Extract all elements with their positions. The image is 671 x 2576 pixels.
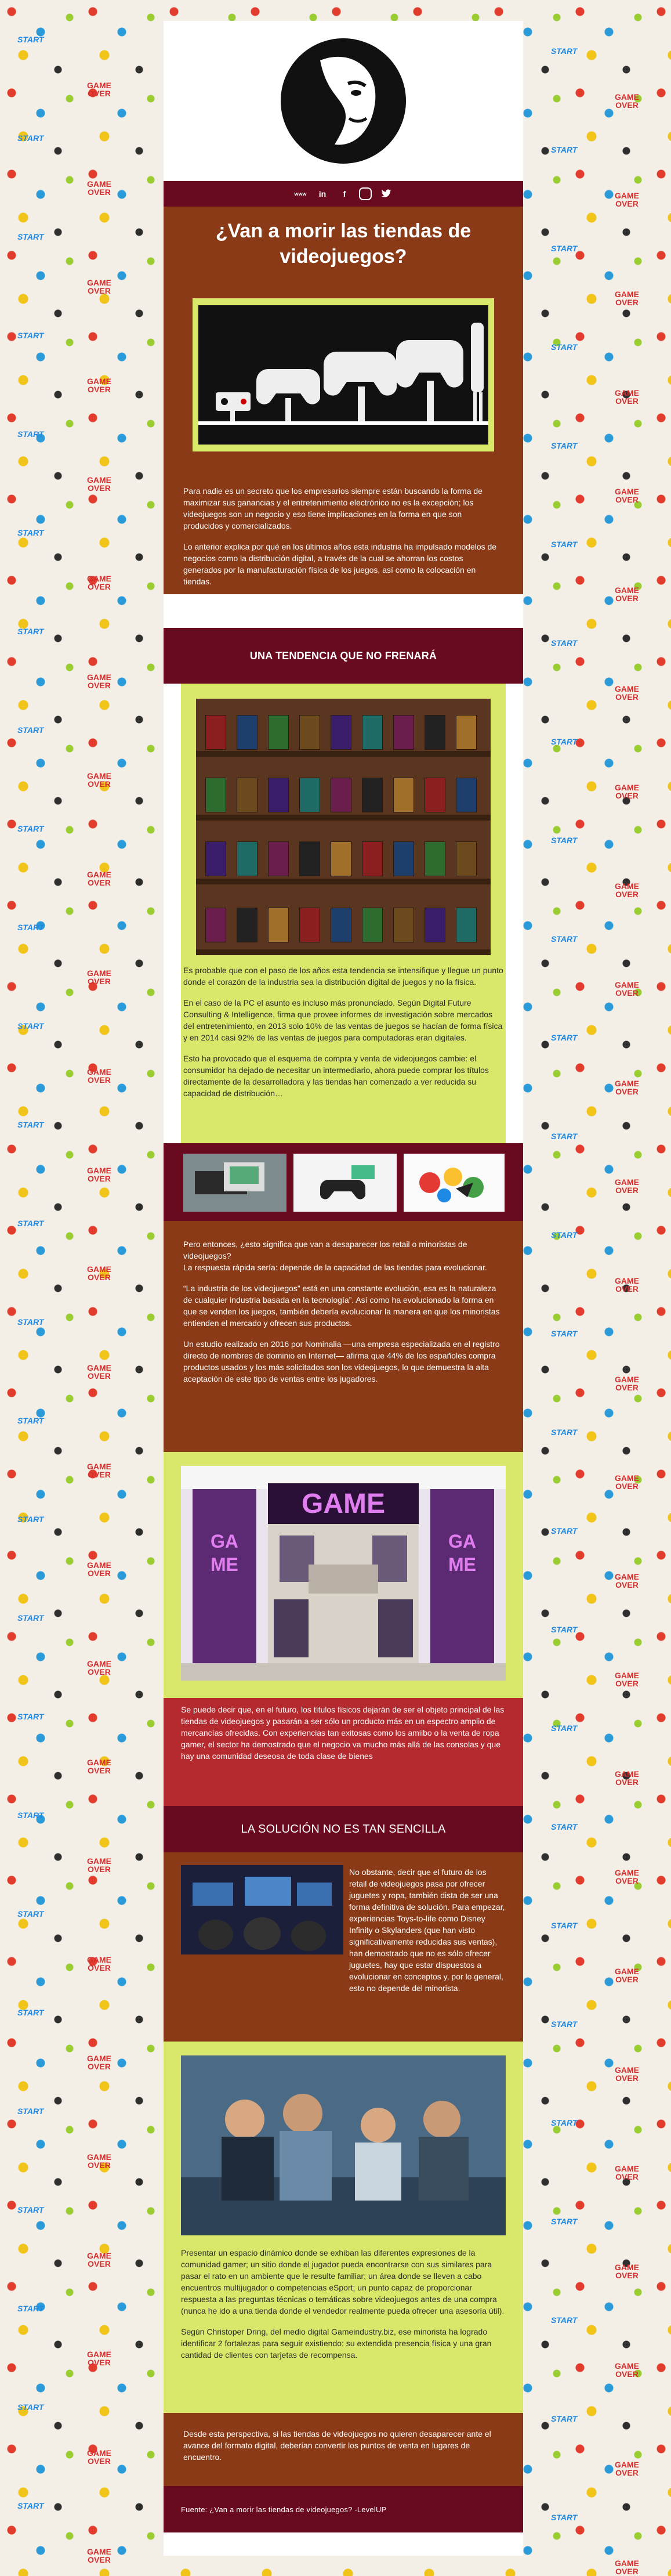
gamers-text bbox=[181, 2247, 506, 2370]
game-box bbox=[331, 908, 351, 942]
game-over-sticker: GAME OVER bbox=[87, 2448, 111, 2466]
game-over-sticker: GAME OVER bbox=[615, 2164, 639, 2181]
game-over-sticker: GAME OVER bbox=[87, 574, 111, 591]
game-over-sticker: GAME OVER bbox=[615, 1375, 639, 1392]
game-over-sticker: GAME OVER bbox=[87, 1758, 111, 1775]
controller-evolution-image bbox=[198, 305, 488, 445]
game-over-sticker: GAME OVER bbox=[615, 1572, 639, 1589]
game-box bbox=[456, 908, 477, 942]
game-box bbox=[268, 908, 289, 942]
game-over-sticker: GAME OVER bbox=[87, 1264, 111, 1282]
game-over-sticker: GAME OVER bbox=[87, 969, 111, 986]
game-over-sticker: GAME OVER bbox=[87, 1955, 111, 1972]
start-sticker: START bbox=[17, 133, 44, 143]
source-footer bbox=[164, 2486, 523, 2532]
game-over-sticker: GAME OVER bbox=[615, 586, 639, 603]
gamers-paragraph-2: Según Christoper Dring, del medio digital Gameindustry.biz, ese minorista ha logrado identificar 2 fortalezas para seguir existiendo: su extendida presencia física y una gran cantidad de clientes con tarjetas de recompensa. bbox=[181, 2327, 492, 2360]
intro-text bbox=[183, 485, 503, 597]
game-box bbox=[362, 715, 383, 750]
start-sticker: START bbox=[17, 1120, 44, 1129]
game-box bbox=[362, 778, 383, 812]
facebook-icon[interactable]: f bbox=[343, 189, 346, 198]
game-over-sticker: GAME OVER bbox=[615, 2559, 639, 2576]
game-over-sticker: GAME OVER bbox=[87, 1659, 111, 1677]
start-sticker: START bbox=[551, 2513, 578, 2522]
brand-logo bbox=[280, 37, 407, 165]
start-sticker: START bbox=[17, 824, 44, 833]
start-sticker: START bbox=[551, 342, 578, 352]
linkedin-icon[interactable]: in bbox=[318, 189, 327, 198]
game-over-sticker: GAME OVER bbox=[87, 2547, 111, 2564]
game-box bbox=[205, 778, 226, 812]
start-sticker: START bbox=[551, 2019, 578, 2029]
retail-question-text bbox=[183, 1238, 503, 1394]
retail-paragraph-2: “La industria de los videojuegos” está en una constante evolución, esa es la naturaleza de cualquier industria basada en la tecnología”. Así como ha evolucionado la forma en que se venden los juegos, también debería evolucionar la manera en que los minoristas entienden el mercado y ofrecen sus productos. bbox=[183, 1284, 500, 1328]
start-sticker: START bbox=[17, 2008, 44, 2017]
start-sticker: START bbox=[17, 331, 44, 340]
start-sticker: START bbox=[17, 1219, 44, 1228]
start-sticker: START bbox=[17, 923, 44, 932]
start-sticker: START bbox=[17, 627, 44, 636]
intro-paragraph-1: Para nadie es un secreto que los empresarios siempre están buscando la forma de maximizar sus ganancias y el entretenimiento electrónico no es la excepción; los videojuegos son un negocio y eso tiene implicaciones en la forma en que son producidos y comercializados. bbox=[183, 486, 483, 530]
closing-text: Desde esta perspectiva, si las tiendas de videojuegos no quieren desaparecer ante el avance del formato digital, deberían convertir los puntos de venta en lugares de encuentro. bbox=[183, 2429, 491, 2462]
game-box bbox=[393, 841, 414, 876]
background-pattern-left bbox=[0, 0, 164, 2556]
trend-text bbox=[183, 964, 503, 1108]
start-sticker: START bbox=[551, 1329, 578, 1338]
game-over-sticker: GAME OVER bbox=[615, 487, 639, 504]
game-box bbox=[456, 841, 477, 876]
start-sticker: START bbox=[551, 836, 578, 845]
background-pattern-right bbox=[507, 0, 671, 2556]
section-heading-trend bbox=[164, 628, 523, 684]
start-sticker: START bbox=[17, 1811, 44, 1820]
game-box bbox=[237, 908, 257, 942]
game-over-sticker: GAME OVER bbox=[87, 2054, 111, 2071]
game-box bbox=[393, 715, 414, 750]
game-over-sticker: GAME OVER bbox=[87, 179, 111, 197]
game-over-sticker: GAME OVER bbox=[615, 2460, 639, 2477]
game-over-sticker: GAME OVER bbox=[615, 1868, 639, 1885]
social-links-bar bbox=[164, 181, 523, 207]
twitter-icon[interactable] bbox=[379, 186, 394, 201]
start-sticker: START bbox=[17, 1712, 44, 1721]
game-over-sticker: GAME OVER bbox=[615, 388, 639, 406]
game-over-sticker: GAME OVER bbox=[615, 1276, 639, 1294]
game-box bbox=[299, 908, 320, 942]
game-over-sticker: GAME OVER bbox=[87, 2350, 111, 2367]
start-sticker: START bbox=[551, 2414, 578, 2423]
start-sticker: START bbox=[551, 1822, 578, 1831]
start-sticker: START bbox=[551, 46, 578, 56]
game-over-sticker: GAME OVER bbox=[615, 290, 639, 307]
section-heading-solution-text: LA SOLUCIÓN NO ES TAN SENCILLA bbox=[241, 1822, 446, 1836]
start-sticker: START bbox=[17, 1613, 44, 1623]
game-box bbox=[393, 908, 414, 942]
game-over-sticker: GAME OVER bbox=[615, 92, 639, 110]
game-box bbox=[331, 841, 351, 876]
game-over-sticker: GAME OVER bbox=[615, 1177, 639, 1195]
start-sticker: START bbox=[17, 1515, 44, 1524]
start-sticker: START bbox=[17, 1909, 44, 1919]
retail-paragraph-3: Un estudio realizado en 2016 por Nominalia —una empresa especializada en el registro directo de nombres de dominio en Internet— afirma que 44% de los españoles compra productos usados y los más solicitados son los videojuegos, lo que demuestra la alta aceptación de este tipo de ventas entre los jugadores. bbox=[183, 1339, 500, 1383]
start-sticker: START bbox=[17, 2304, 44, 2313]
game-box bbox=[425, 778, 445, 812]
game-over-sticker: GAME OVER bbox=[87, 81, 111, 98]
start-sticker: START bbox=[17, 2107, 44, 2116]
start-sticker: START bbox=[551, 441, 578, 450]
game-box bbox=[237, 778, 257, 812]
game-box bbox=[425, 908, 445, 942]
consoles-image bbox=[183, 1154, 286, 1212]
solution-side-text: No obstante, decir que el futuro de los retail de videojuegos pasa por ofrecer juguetes y ropa, también dista de ser una forma definitiva de solución. Para empezar, experiencias Toys-to-life como Disney Infinity o Skylanders (que han visto significativamente reducidas sus ventas), han demostrado que no es sólo ofrecer juguetes, hay que estar dispuestos a evolucionar en conceptos y, por lo general, esto no depende del minorista. bbox=[349, 1867, 505, 1993]
article-title: ¿Van a morir las tiendas de videojuegos? bbox=[215, 220, 471, 268]
game-box bbox=[205, 908, 226, 942]
start-sticker: START bbox=[17, 232, 44, 241]
game-over-sticker: GAME OVER bbox=[615, 2263, 639, 2280]
start-sticker: START bbox=[551, 244, 578, 253]
store-side-sign-left: GAME bbox=[211, 1531, 238, 1575]
game-over-sticker: GAME OVER bbox=[87, 377, 111, 394]
start-sticker: START bbox=[17, 429, 44, 439]
game-box bbox=[362, 841, 383, 876]
start-sticker: START bbox=[551, 1921, 578, 1930]
game-box bbox=[299, 715, 320, 750]
start-sticker: START bbox=[551, 737, 578, 746]
game-over-sticker: GAME OVER bbox=[615, 1079, 639, 1096]
game-over-sticker: GAME OVER bbox=[615, 2065, 639, 2083]
game-box bbox=[456, 778, 477, 812]
source-link[interactable]: Fuente: ¿Van a morir las tiendas de videojuegos? -LevelUP bbox=[181, 2505, 387, 2514]
game-box bbox=[425, 841, 445, 876]
start-sticker: START bbox=[17, 1317, 44, 1327]
game-over-sticker: GAME OVER bbox=[87, 1166, 111, 1183]
section-heading-trend-text: UNA TENDENCIA QUE NO FRENARÁ bbox=[249, 649, 437, 662]
game-over-sticker: GAME OVER bbox=[87, 1067, 111, 1085]
start-sticker: START bbox=[17, 1021, 44, 1031]
game-box bbox=[456, 715, 477, 750]
game-box bbox=[362, 908, 383, 942]
game-box bbox=[331, 778, 351, 812]
gamers-event-image bbox=[181, 1865, 343, 1954]
start-sticker: START bbox=[551, 1526, 578, 1536]
section-heading-solution bbox=[164, 1806, 523, 1852]
game-over-sticker: GAME OVER bbox=[87, 278, 111, 295]
game-over-sticker: GAME OVER bbox=[87, 1363, 111, 1381]
store-sign: GAME bbox=[302, 1488, 385, 1519]
game-box bbox=[331, 715, 351, 750]
game-over-sticker: GAME OVER bbox=[87, 1560, 111, 1578]
start-sticker: START bbox=[551, 934, 578, 944]
start-sticker: START bbox=[17, 2402, 44, 2412]
start-sticker: START bbox=[551, 2315, 578, 2325]
start-sticker: START bbox=[551, 1428, 578, 1437]
trend-paragraph-2: En el caso de la PC el asunto es incluso más pronunciado. Según Digital Future Consulting & Intelligence, firma que provee informes de investigación sobre mercados del entretenimiento, en 2013 solo 10% de las ventas de juegos se hacían de forma física y en 2014 casi 92% de las ventas de juegos para computadoras eran digitales. bbox=[183, 998, 503, 1042]
game-box bbox=[205, 841, 226, 876]
game-box bbox=[237, 841, 257, 876]
start-sticker: START bbox=[551, 145, 578, 154]
game-over-sticker: GAME OVER bbox=[615, 1769, 639, 1787]
game-over-sticker: GAME OVER bbox=[87, 771, 111, 789]
game-box bbox=[425, 715, 445, 750]
game-over-sticker: GAME OVER bbox=[87, 2152, 111, 2170]
game-over-sticker: GAME OVER bbox=[615, 783, 639, 800]
game-over-sticker: GAME OVER bbox=[615, 881, 639, 899]
game-over-sticker: GAME OVER bbox=[615, 980, 639, 998]
website-icon[interactable]: www bbox=[294, 191, 307, 197]
start-sticker: START bbox=[17, 35, 44, 44]
future-text: Se puede decir que, en el futuro, los títulos físicos dejarán de ser el objeto principal de las tiendas de videojuegos y pasarán a ser sólo un producto más en un espectro amplio de mercancías ofrecidas. Con experiencias tan exitosas como los amiibo o la venta de ropa gamer, el sector ha demostrado que el negocio va mucho más allá de las consolas y que hay una comunidad deseosa de toda clase de bienes bbox=[181, 1705, 505, 1761]
friends-playing-image bbox=[181, 2055, 506, 2235]
game-box bbox=[205, 715, 226, 750]
game-over-sticker: GAME OVER bbox=[615, 191, 639, 208]
retail-paragraph-1: Pero entonces, ¿esto significa que van a desaparecer los retail o minoristas de videojuegos? La respuesta rápida sería: depende de la capacidad de las tiendas para evolucionar. bbox=[183, 1240, 487, 1272]
gamers-paragraph-1: Presentar un espacio dinámico donde se exhiban las diferentes expresiones de la comunidad gamer; un sitio donde el jugador pueda encontrarse con sus similares para pasar el rato en un ambiente que le resulte familiar; un área donde se lleven a cabo encuentros multijugador o competencias eSport; un punto capaz de proporcionar respuesta a las preguntas técnicas o temáticas sobre videojuegos antes de una compra (nunca he ido a una tienda donde el vendedor realmente pueda ofrecer una asesoría útil). bbox=[181, 2248, 505, 2315]
game-over-sticker: GAME OVER bbox=[87, 475, 111, 493]
newsletter-column bbox=[164, 21, 523, 2556]
start-sticker: START bbox=[17, 1416, 44, 1425]
game-over-sticker: GAME OVER bbox=[87, 870, 111, 887]
game-over-sticker: GAME OVER bbox=[87, 1856, 111, 1874]
start-sticker: START bbox=[551, 1724, 578, 1733]
store-side-sign-right: GAME bbox=[448, 1531, 476, 1575]
game-box bbox=[299, 841, 320, 876]
start-sticker: START bbox=[551, 2118, 578, 2127]
game-over-sticker: GAME OVER bbox=[615, 1967, 639, 1984]
game-box bbox=[393, 778, 414, 812]
game-over-sticker: GAME OVER bbox=[87, 2251, 111, 2268]
game-box bbox=[268, 778, 289, 812]
start-sticker: START bbox=[551, 2217, 578, 2226]
intro-paragraph-2: Lo anterior explica por qué en los últimos años esta industria ha impulsado modelos de negocios como la distribución digital, a través de la cual se ahorran los costos generados por la manufacturación física de los juegos, así como la colocación en tiendas. bbox=[183, 542, 497, 586]
start-sticker: START bbox=[551, 1033, 578, 1042]
game-box bbox=[237, 715, 257, 750]
game-over-sticker: GAME OVER bbox=[615, 1473, 639, 1491]
start-sticker: START bbox=[17, 528, 44, 537]
start-sticker: START bbox=[551, 1230, 578, 1240]
start-sticker: START bbox=[551, 638, 578, 648]
game-box bbox=[268, 841, 289, 876]
instagram-icon[interactable] bbox=[359, 187, 372, 200]
start-sticker: START bbox=[551, 540, 578, 549]
start-sticker: START bbox=[551, 1625, 578, 1634]
game-box bbox=[268, 715, 289, 750]
game-over-sticker: GAME OVER bbox=[615, 684, 639, 702]
merchandise-image bbox=[404, 1154, 505, 1212]
start-sticker: START bbox=[17, 2205, 44, 2214]
game-over-sticker: GAME OVER bbox=[615, 2361, 639, 2379]
game-over-sticker: GAME OVER bbox=[615, 1671, 639, 1688]
start-sticker: START bbox=[17, 2501, 44, 2510]
controller-image bbox=[293, 1154, 397, 1212]
game-over-sticker: GAME OVER bbox=[87, 1462, 111, 1479]
game-over-sticker: GAME OVER bbox=[87, 673, 111, 690]
game-box bbox=[299, 778, 320, 812]
game-shelf-image bbox=[196, 699, 491, 955]
start-sticker: START bbox=[17, 725, 44, 735]
trend-paragraph-1: Es probable que con el paso de los años esta tendencia se intensifique y llegue un punto donde el corazón de la industria sea la distribución digital de juegos y no la física. bbox=[183, 966, 503, 987]
start-sticker: START bbox=[551, 1132, 578, 1141]
game-store-image bbox=[181, 1466, 506, 1681]
trend-paragraph-3: Esto ha provocado que el esquema de compra y venta de videojuegos cambie: el consumidor ha dejado de necesitar un intermediario, ahora puede comprar los títulos directamente de la desarrolladora y las tiendas han comenzado a ver reducida su capacidad de distribución… bbox=[183, 1054, 489, 1098]
